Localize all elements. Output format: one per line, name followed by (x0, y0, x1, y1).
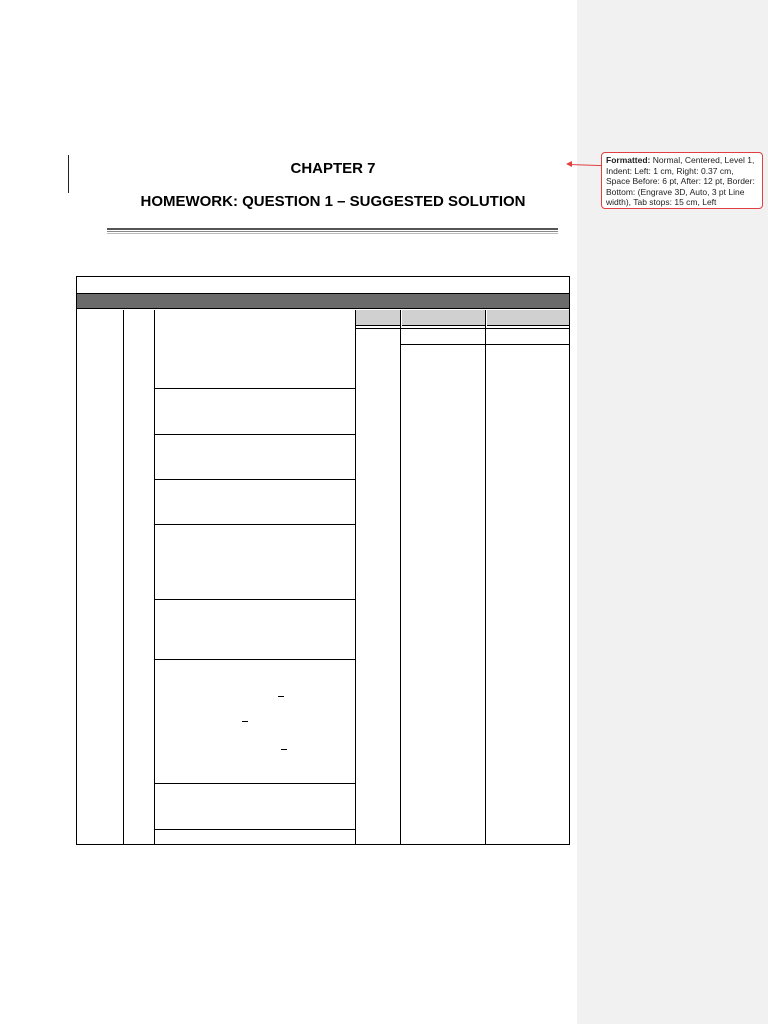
table-row-line (400, 344, 570, 345)
dash-mark (278, 696, 284, 697)
table-column-divider (485, 310, 486, 844)
dash-mark (242, 721, 248, 722)
table-column-divider (154, 310, 155, 844)
heading-border-rule-3 (107, 233, 558, 234)
homework-heading[interactable]: HOMEWORK: QUESTION 1 – SUGGESTED SOLUTION (140, 193, 526, 210)
table-row-line (154, 434, 355, 435)
table-row-line (154, 829, 355, 830)
dash-mark (281, 749, 287, 750)
chapter-heading[interactable]: CHAPTER 7 (290, 160, 376, 177)
table-subheader-cell (356, 310, 401, 326)
comment-label: Formatted: (606, 155, 651, 165)
table-subheader-cell (487, 310, 569, 326)
table-row-line (154, 479, 355, 480)
table-row-line (154, 599, 355, 600)
table-row-line (154, 659, 355, 660)
table-column-divider (400, 310, 401, 844)
comment-text: Normal, Centered, Level 1, Indent: Left: 1 cm, Right: 0.37 cm, Space Before: 6 pt, After: 12 pt, Border: Bottom: (Engrave 3D, Auto, 3 pt Line width), Tab stops: 15 cm, Left (606, 155, 755, 208)
heading-border-rule-2 (107, 231, 558, 232)
table-row-line (154, 783, 355, 784)
table-column-divider (355, 310, 356, 844)
comment-arrow-icon (566, 161, 572, 167)
table-subheader-cell (402, 310, 486, 326)
table-row-line (355, 328, 570, 329)
formatting-comment-balloon[interactable] (601, 152, 763, 209)
heading-border-rule (107, 228, 558, 230)
change-bar (68, 155, 69, 193)
solution-table[interactable] (76, 276, 570, 845)
table-row-line (154, 524, 355, 525)
table-row-line (154, 388, 355, 389)
table-header-bar (77, 293, 569, 309)
table-column-divider (123, 310, 124, 844)
